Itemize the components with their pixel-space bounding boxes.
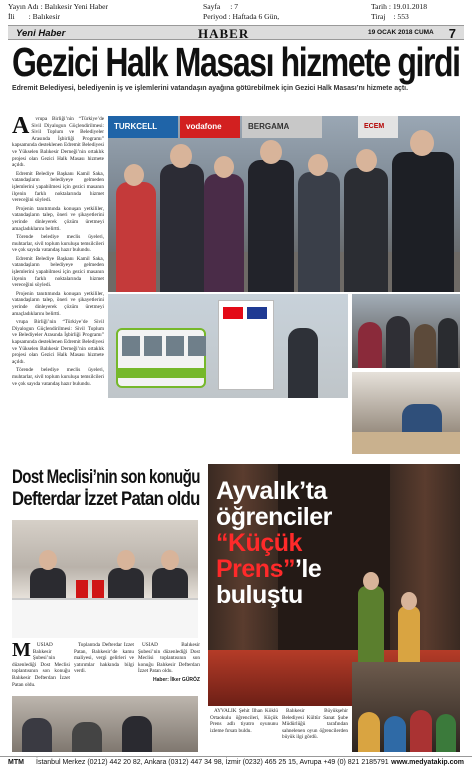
- agency-addresses: İstanbul Merkez (0212) 442 20 82, Ankara (0312) 447 34 98, İzmir (0232) 465 25 15, Avrupa +49 (0) 821 2185791: [36, 759, 389, 766]
- meeting-table: [12, 598, 198, 638]
- eu-flag-icon: [247, 307, 267, 319]
- crowd-photo: [352, 294, 460, 368]
- bus-photo: [108, 294, 348, 398]
- main-paragraph: Edremit Belediye Başkanı Kamil Saka, vatandaşların belediyeye gelmeden işlemlerini yapabilmesi için gezici masanın ilçenin farklı noktalarında hizmet vereceğini söyledi.: [12, 170, 104, 204]
- person-figure: [116, 182, 156, 292]
- bus-window: [122, 336, 140, 356]
- bus-window: [188, 336, 206, 356]
- shop-sign: BERGAMA: [242, 116, 322, 138]
- publication-field: Yayın Adı : Balıkesir Yeni Haber: [8, 2, 109, 11]
- issue-date: 19 OCAK 2018 CUMA: [368, 29, 434, 36]
- main-dropcap: A: [12, 116, 30, 139]
- person-figure: [344, 168, 388, 292]
- vodafone-sign: vodafone: [180, 116, 240, 138]
- period-field: Periyod : Haftada 6 Gün,: [203, 12, 280, 21]
- circulation-field: Tiraj : 553: [371, 12, 409, 21]
- person-figure: [160, 164, 204, 292]
- masthead-band: [8, 25, 464, 40]
- person-figure: [122, 716, 152, 752]
- person-head: [308, 154, 328, 176]
- person-figure: [438, 318, 458, 368]
- turkcell-sign: TURKCELL: [108, 116, 178, 138]
- main-photo: [108, 116, 460, 292]
- theater-title: [216, 478, 356, 608]
- main-paragraph: vrupa Birliği’nin “Türkiye’de Sivil Diyalogun Güçlendirilmesi: Sivil Toplum ve Belediyeler Arasında İşbirliği Programı” kapsamında desteklenen Edremit Belediyesi ve Yükselen Balıkesir Derneği’nin ortaklık projesi olan Gezici Halk Masası hizmete açıldı.: [12, 319, 104, 365]
- person-figure: [384, 716, 406, 752]
- person-head: [161, 550, 179, 570]
- person-figure: [386, 316, 410, 368]
- clipping-meta: [0, 0, 472, 24]
- person-figure: [298, 172, 340, 292]
- person-figure: [358, 322, 382, 368]
- second-story-col3: [138, 642, 200, 694]
- main-paragraph: Törende belediye meclis üyeleri, muhtarlar, sivil toplum kuruluşu temsilcileri ve çok sayıda vatandaş hazır bulundu.: [12, 234, 104, 254]
- person-figure: [358, 712, 380, 752]
- second-story-col1: [12, 642, 70, 694]
- third-paragraph: AYVALIK Şehit İlhan Köklü Ortaokulu öğrencileri, Küçük Prens adlı tiyatro oyununu izleme fırsatı buldu.: [210, 708, 278, 734]
- second-byline: Haber: İlker GÜRÖZ: [153, 676, 200, 683]
- person-figure: [414, 324, 436, 368]
- theater-title-line: buluştu: [216, 581, 303, 609]
- second-story-col2: [74, 642, 134, 694]
- theater-title-line: Ayvalık’ta: [216, 477, 327, 505]
- person-head: [170, 144, 192, 168]
- turkey-flag-icon: [223, 307, 243, 319]
- ecem-sign: ECEM: [358, 116, 398, 138]
- third-story-col2: [282, 708, 348, 754]
- bus-window: [166, 336, 184, 356]
- person-head: [124, 164, 144, 186]
- section-label: Yeni Haber: [16, 28, 66, 39]
- third-paragraph: Balıkesir Büyükşehir Belediyesi Kültür Sanat Şube Müdürlüğü tarafından sahnelenen oyun öğrencilerden büyük ilgi gördü.: [282, 708, 348, 741]
- person-figure: [72, 722, 102, 752]
- second-dropcap: M: [12, 642, 31, 661]
- second-paragraph: Toplantıda Defterdar İzzet Patan, Balıkesir’de kamu maliyesi, vergi gelirleri ve yatırımlar hakkında bilgi verdi.: [74, 642, 134, 675]
- person-head: [410, 130, 434, 156]
- theater-title-line: “Küçük: [216, 529, 302, 557]
- main-paragraph: Edremit Belediye Başkanı Kamil Saka, vatandaşların belediyeye gelmeden işlemlerini yapabilmesi için gezici masanın ilçenin farklı noktalarında hizmet vereceğini söyledi.: [12, 255, 104, 289]
- date-field: Tarih : 19.01.2018: [371, 2, 428, 11]
- person-figure: [248, 160, 294, 292]
- newspaper-logo: HABER: [198, 26, 250, 41]
- audience-photo: [12, 696, 198, 752]
- person-head: [214, 156, 234, 178]
- main-subheadline: Edremit Belediyesi, belediyenin iş ve işlemlerini vatandaşın ayağına götürebilmek için Gezici Halk Masası’nı hizmete açtı.: [12, 85, 408, 92]
- theater-title-line: öğrenciler: [216, 503, 332, 531]
- students-photo: [352, 662, 460, 752]
- clipping-footer: [0, 756, 472, 768]
- agency-name: MTM: [8, 759, 24, 766]
- person-head: [356, 149, 377, 172]
- main-paragraph: vrupa Birliği’nin “Türkiye’de Sivil Diyalogun Güçlendirilmesi: Sivil Toplum ve Belediyeler Arasında İşbirliği Programı” kapsamında desteklenen Edremit Belediyesi ve Yükselen Balıkesir Derneği’nin ortaklık projesi olan Gezici Halk Masası hizmete açıldı.: [12, 116, 104, 169]
- person-figure: [22, 718, 52, 752]
- actor-head: [363, 572, 379, 590]
- person-figure: [392, 152, 454, 292]
- person-figure: [204, 174, 244, 292]
- main-headline: Gezici Halk Masası hizmete girdi: [12, 39, 460, 85]
- person-head: [117, 550, 135, 570]
- theater-title-line: Prens”’le: [216, 555, 322, 583]
- bus-stripe: [118, 368, 204, 378]
- third-story-col1: [210, 708, 278, 754]
- page-number: 7: [448, 26, 456, 41]
- page-field: Sayfa : 7: [203, 2, 239, 11]
- second-paragraph: ÜSİAD Balıkesir Şubesi’nin düzenlediği Dost Meclisi toplantısının son konuğu Balıkesir Defterdarı İzzet Patan oldu.: [138, 642, 200, 675]
- city-field: İli : Balıkesir: [8, 12, 61, 21]
- person-figure: [436, 714, 456, 752]
- agency-website: www.medyatakip.com: [391, 759, 464, 766]
- second-headline-line: Defterdar İzzet Patan oldu: [12, 488, 200, 510]
- person-figure: [410, 710, 432, 752]
- main-paragraph: Projenin tanıtımında konuşan yetkililer, vatandaşların talep, öneri ve şikayetlerini yerinde dinleyerek çözüm üretmeyi amaçladıklarını belirtti.: [12, 205, 104, 232]
- main-story-body: [12, 116, 104, 456]
- desk: [352, 432, 460, 454]
- desk-photo: [352, 372, 460, 454]
- actor-head: [401, 592, 417, 610]
- second-headline: [12, 466, 200, 510]
- second-paragraph: ÜSİAD Balıkesir Şubesi’nin düzenlediği Dost Meclisi toplantısının son konuğu Balıkesir Defterdarı İzzet Patan oldu.: [12, 642, 70, 688]
- main-paragraph: Törende belediye meclis üyeleri, muhtarlar, sivil toplum kuruluşu temsilcileri ve çok sayıda vatandaş hazır bulundu.: [12, 367, 104, 387]
- bus-window: [144, 336, 162, 356]
- person-head: [39, 550, 57, 570]
- person-figure: [288, 328, 318, 398]
- project-sign: [218, 300, 274, 390]
- second-headline-line: Dost Meclisi’nin son konuğu: [12, 466, 200, 488]
- main-paragraph: Projenin tanıtımında konuşan yetkililer, vatandaşların talep, öneri ve şikayetlerini yerinde dinleyerek çözüm üretmeyi amaçladıklarını belirtti.: [12, 290, 104, 317]
- person-head: [260, 140, 282, 164]
- meeting-photo: [12, 520, 198, 638]
- mobile-desk-bus: [116, 328, 206, 388]
